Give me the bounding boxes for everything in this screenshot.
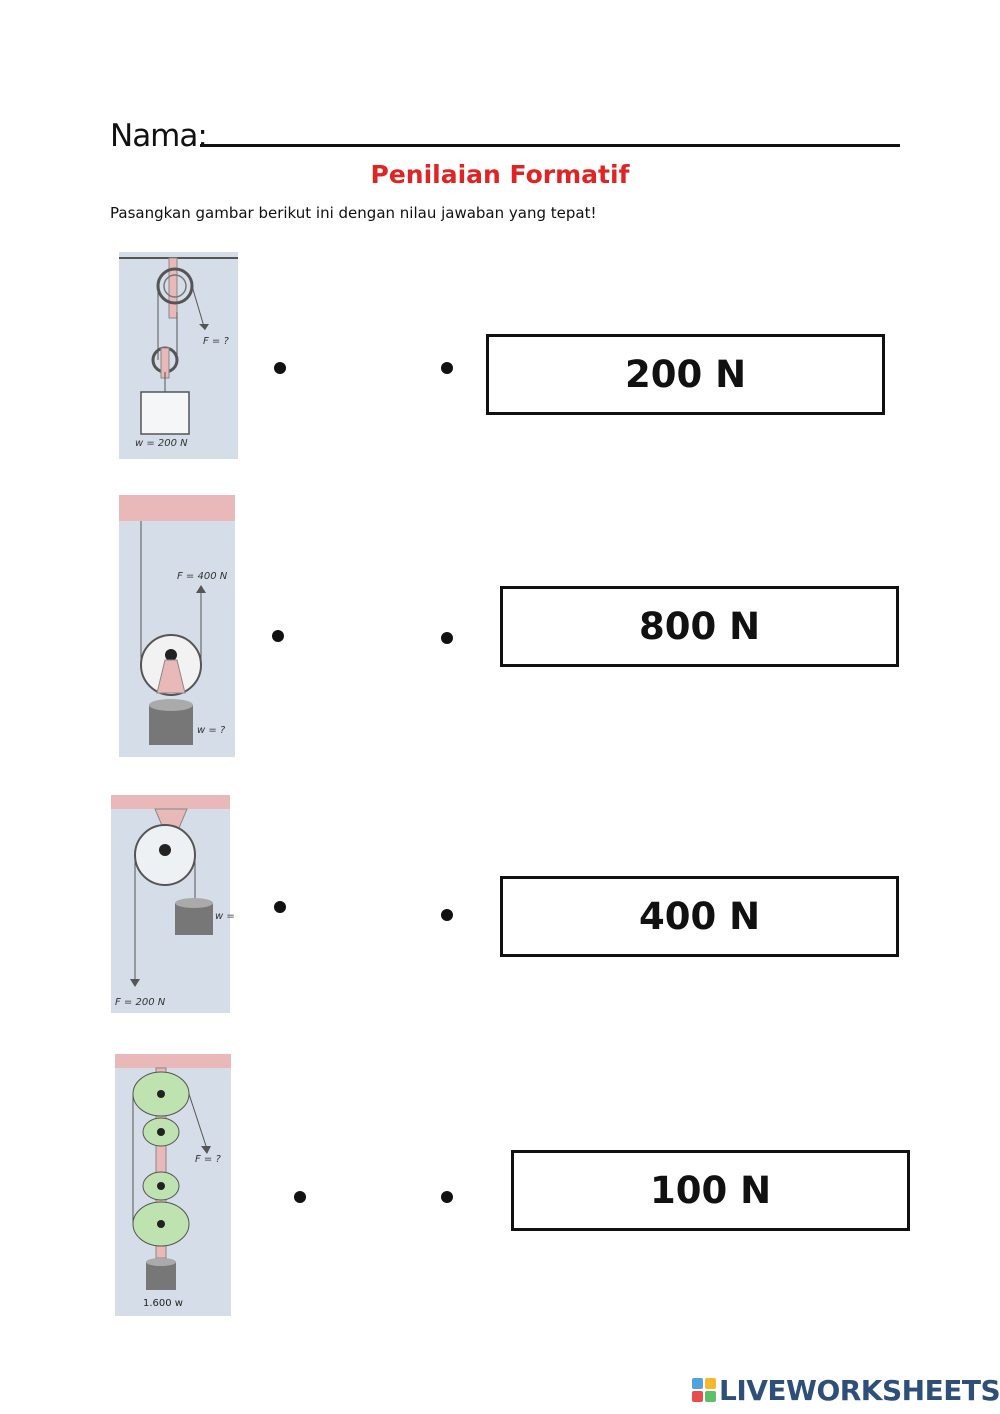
figure-3-match-dot[interactable]: [274, 901, 286, 913]
figure-1-label-weight: w = 200 N: [135, 438, 188, 449]
figure-3-label-force: F = 200 N: [115, 997, 166, 1008]
figure-4-label-weight: 1.600 w: [143, 1298, 183, 1309]
pulley-figure-1: [119, 252, 238, 459]
pulley-figure-2: [119, 495, 235, 757]
answer-box-3[interactable]: 400 N: [500, 876, 899, 957]
answer-2-match-dot[interactable]: [441, 632, 453, 644]
figure-3-label-weight: w =: [215, 911, 235, 922]
figure-2-label-weight: w = ?: [197, 725, 226, 736]
answer-4-match-dot[interactable]: [441, 1191, 453, 1203]
pulley-figure-4: [115, 1054, 231, 1316]
name-label: Nama:: [110, 118, 207, 154]
liveworksheets-logo-text: LIVEWORKSHEETS: [719, 1373, 1000, 1407]
answer-box-1[interactable]: 200 N: [486, 334, 885, 415]
figure-4-label-force: F = ?: [195, 1154, 221, 1165]
name-input-line[interactable]: [200, 144, 900, 147]
page-title: Penilaian Formatif: [370, 160, 630, 189]
instruction-text: Pasangkan gambar berikut ini dengan nilau jawaban yang tepat!: [110, 204, 597, 222]
figure-2-match-dot[interactable]: [272, 630, 284, 642]
liveworksheets-logo: [692, 1370, 1000, 1410]
figure-1-label-force: F = ?: [203, 336, 229, 347]
answer-1-match-dot[interactable]: [441, 362, 453, 374]
liveworksheets-logo-icon: [692, 1378, 716, 1402]
answer-box-4[interactable]: 100 N: [511, 1150, 910, 1231]
figure-1-match-dot[interactable]: [274, 362, 286, 374]
figure-2-label-force: F = 400 N: [177, 571, 228, 582]
answer-box-2[interactable]: 800 N: [500, 586, 899, 667]
pulley-figure-3: [111, 795, 235, 1013]
answer-3-match-dot[interactable]: [441, 909, 453, 921]
figure-4-match-dot[interactable]: [294, 1191, 306, 1203]
